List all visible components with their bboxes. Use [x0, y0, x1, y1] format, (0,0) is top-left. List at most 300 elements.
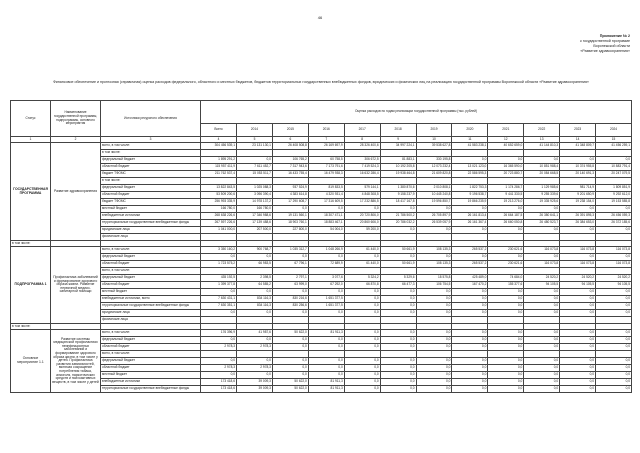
header-year: 2020: [452, 124, 488, 137]
appendix-line: Воронежской области: [593, 44, 630, 48]
funding-value: 0,0: [452, 337, 488, 344]
header-year: 2023: [560, 124, 596, 137]
funding-value: 0,0: [308, 310, 344, 317]
funding-source: всего, в том числе:: [101, 351, 201, 358]
funding-value: [272, 178, 308, 185]
funding-value: 28 326 400,6: [344, 143, 380, 150]
funding-value: 67 796,1: [272, 261, 308, 268]
funding-value: 0,0: [380, 344, 416, 351]
funding-value: 0,0: [272, 310, 308, 317]
column-index: 15: [596, 137, 632, 143]
funding-value: 0,0: [416, 289, 452, 296]
funding-value: 1 035 312,7: [272, 247, 308, 254]
funding-value: 0,0: [596, 330, 632, 337]
funding-value: 12 073 232,4: [416, 164, 452, 171]
funding-value: 265 537,2: [452, 261, 488, 268]
funding-value: 0,0: [201, 310, 237, 317]
funding-value: [596, 317, 632, 324]
funding-value: 0,0: [524, 365, 560, 372]
funding-value: 0,0: [237, 372, 273, 379]
funding-value: 0,0: [272, 372, 308, 379]
column-index: 6: [272, 137, 308, 143]
funding-value: 0,0: [344, 289, 380, 296]
funding-value: 0,0: [560, 365, 596, 372]
funding-value: [488, 234, 524, 241]
funding-value: 24 520,2: [524, 275, 560, 282]
funding-value: 265 537,2: [452, 247, 488, 254]
funding-value: 54 004,0: [308, 227, 344, 234]
funding-value: [596, 150, 632, 157]
funding-value: 22 586 595,3: [452, 171, 488, 178]
funding-value: 0,0: [596, 157, 632, 164]
funding-value: 61 440,0: [344, 261, 380, 268]
funding-value: 0,0: [380, 206, 416, 213]
funding-value: [308, 150, 344, 157]
funding-value: 211 762 537,4: [201, 171, 237, 178]
funding-value: 106 754,5: [416, 282, 452, 289]
funding-source: территориальные государственные внебюджетные фонды: [101, 386, 201, 393]
funding-value: 230 621,6: [488, 261, 524, 268]
funding-value: [488, 351, 524, 358]
column-index: 1: [11, 137, 51, 143]
funding-value: 81 911,3: [308, 330, 344, 337]
funding-value: 0,0: [560, 296, 596, 303]
funding-value: 15 053 511,7: [237, 171, 273, 178]
funding-value: [380, 268, 416, 275]
funding-value: 0,0: [452, 330, 488, 337]
funding-value: 0,0: [237, 289, 273, 296]
funding-value: 0,0: [416, 365, 452, 372]
funding-value: 0,0: [560, 157, 596, 164]
funding-value: 10 445 240,8: [416, 192, 452, 199]
funding-source: областной бюджет: [101, 365, 201, 372]
funding-value: 1 380 870,6: [380, 185, 416, 192]
funding-value: 0,0: [560, 227, 596, 234]
funding-value: 0,0: [596, 227, 632, 234]
funding-value: [452, 268, 488, 275]
funding-value: [560, 268, 596, 275]
funding-value: 21 609 820,8: [416, 171, 452, 178]
funding-value: 9 292 612,0: [596, 192, 632, 199]
funding-value: 116 073,8: [524, 247, 560, 254]
funding-value: 0,0: [344, 344, 380, 351]
funding-value: 0,0: [416, 310, 452, 317]
table-row: [11, 157, 632, 164]
funding-value: 0,0: [308, 254, 344, 261]
funding-value: 1 041 000,0: [201, 227, 237, 234]
funding-value: 0,0: [272, 365, 308, 372]
funding-value: 2 978,3: [237, 365, 273, 372]
funding-value: 108 135,3: [416, 261, 452, 268]
funding-value: 227 800,0: [272, 227, 308, 234]
funding-source: федеральный бюджет: [101, 337, 201, 344]
funding-value: 166 780,0: [237, 206, 273, 213]
funding-value: 0,0: [452, 296, 488, 303]
funding-value: 0,0: [596, 358, 632, 365]
funding-source: областной бюджет: [101, 192, 201, 199]
funding-value: 0,0: [272, 289, 308, 296]
table-row: [11, 372, 632, 379]
funding-value: [344, 178, 380, 185]
funding-value: [380, 234, 416, 241]
funding-value: 19 596 850,7: [416, 199, 452, 206]
funding-value: 64 585,2: [237, 282, 273, 289]
appendix-title: Приложение № 2: [599, 34, 630, 38]
funding-value: [596, 268, 632, 275]
funding-source: внебюджетные источники, всего: [101, 296, 201, 303]
funding-source: внебюджетные источники: [101, 213, 201, 220]
header-status: Статус: [11, 101, 51, 137]
funding-value: 0,0: [344, 254, 380, 261]
funding-value: 0,0: [416, 206, 452, 213]
funding-value: 0,0: [380, 365, 416, 372]
funding-value: 937 524,9: [272, 185, 308, 192]
funding-value: 19 213 276,0: [488, 199, 524, 206]
funding-value: [308, 351, 344, 358]
table-row: [11, 247, 632, 254]
funding-value: [560, 234, 596, 241]
funding-value: 0,0: [344, 337, 380, 344]
header-source: Источники ресурсного обеспечения: [101, 101, 201, 137]
funding-source: федеральный бюджет: [101, 358, 201, 365]
funding-value: [272, 317, 308, 324]
funding-value: 0,0: [308, 337, 344, 344]
table-row: [11, 310, 632, 317]
funding-value: 0,0: [596, 310, 632, 317]
funding-value: 0,0: [416, 330, 452, 337]
funding-value: 67 292,0: [308, 282, 344, 289]
funding-value: 207 500,0: [237, 227, 273, 234]
funding-value: [272, 150, 308, 157]
funding-value: 116 073,8: [596, 261, 632, 268]
funding-value: 0,0: [201, 337, 237, 344]
funding-value: 0,0: [488, 206, 524, 213]
funding-value: 20 720 806,0: [344, 213, 380, 220]
funding-value: 0,0: [272, 358, 308, 365]
funding-value: 0,0: [560, 289, 596, 296]
funding-source: областной бюджет: [101, 164, 201, 171]
funding-value: 14 978 137,2: [237, 199, 273, 206]
funding-value: 0,0: [272, 254, 308, 261]
funding-value: 115 957 411,9: [201, 164, 237, 171]
funding-value: 1 895 291,2: [201, 157, 237, 164]
table-row: [11, 171, 632, 178]
funding-value: 17 139 488,6: [237, 220, 273, 227]
funding-value: 256 993 335,9: [201, 199, 237, 206]
header-year: 2022: [524, 124, 560, 137]
funding-value: 0,0: [452, 289, 488, 296]
table-row: [11, 317, 632, 324]
funding-value: 166 780,0: [201, 206, 237, 213]
funding-value: 0,0: [524, 330, 560, 337]
funding-value: 41 348 809,7: [560, 143, 596, 150]
funding-value: 0,0: [488, 358, 524, 365]
funding-value: 0,0: [416, 296, 452, 303]
funding-value: 26 456 059,3: [596, 213, 632, 220]
funding-value: 0,0: [237, 254, 273, 261]
funding-value: 2 978,3: [201, 365, 237, 372]
funding-value: 26 480 523,7: [524, 220, 560, 227]
funding-value: 0,0: [524, 310, 560, 317]
table-row: [11, 213, 632, 220]
funding-value: 1 651 377,5: [308, 296, 344, 303]
funding-value: [380, 317, 416, 324]
funding-value: 20 140 691,3: [560, 171, 596, 178]
funding-value: 7 630 431,1: [201, 296, 237, 303]
appendix-block: [580, 34, 630, 54]
column-index: 3: [101, 137, 201, 143]
funding-value: 18 903 760,1: [272, 220, 308, 227]
funding-value: 26 391 895,3: [560, 213, 596, 220]
funding-value: 0,0: [452, 303, 488, 310]
funding-source: федеральный бюджет: [101, 157, 201, 164]
funding-value: 94 105,5: [560, 282, 596, 289]
funding-source: всего, в том числе:: [101, 330, 201, 337]
funding-value: 0,0: [488, 157, 524, 164]
table-row: [11, 192, 632, 199]
funding-value: 1 651 377,5: [308, 303, 344, 310]
funding-value: [452, 234, 488, 241]
funding-value: 0,0: [488, 386, 524, 393]
funding-value: 0,0: [344, 372, 380, 379]
funding-value: 0,0: [380, 254, 416, 261]
funding-value: [380, 178, 416, 185]
funding-value: 3 350 160,2: [201, 247, 237, 254]
funding-value: 0,0: [560, 379, 596, 386]
header-year: 2017: [344, 124, 380, 137]
funding-value: 19 866 235,9: [452, 199, 488, 206]
funding-value: 0,0: [560, 372, 596, 379]
funding-value: 1 822 753,3: [452, 185, 488, 192]
funding-value: 20 860 606,0: [344, 220, 380, 227]
block-status: Основное мероприятие 1.1: [11, 330, 51, 393]
funding-value: 0,0: [452, 358, 488, 365]
funding-value: 0,0: [524, 372, 560, 379]
funding-value: [308, 268, 344, 275]
funding-value: 39 009,3: [237, 379, 273, 386]
funding-value: 330 195,8: [416, 157, 452, 164]
funding-source: в том числе:: [101, 150, 201, 157]
funding-value: 0,0: [237, 358, 273, 365]
funding-value: 9 255 339,6: [524, 192, 560, 199]
funding-value: 0,0: [416, 379, 452, 386]
funding-value: 26 372 185,6: [596, 220, 632, 227]
funding-value: 0,0: [380, 289, 416, 296]
funding-value: 0,0: [201, 289, 237, 296]
funding-value: 0,0: [201, 254, 237, 261]
funding-value: 17 316 609,5: [308, 199, 344, 206]
table-row: [11, 234, 632, 241]
table-row: [11, 386, 632, 393]
funding-value: 0,0: [560, 303, 596, 310]
funding-value: 20 786 032,2: [380, 220, 416, 227]
funding-value: 3 096 390,4: [237, 192, 273, 199]
funding-value: [237, 351, 273, 358]
funding-value: 19 335 925,6: [524, 199, 560, 206]
header-year: 2019: [416, 124, 452, 137]
appendix-line: «Развитие здравоохранения»: [580, 49, 630, 53]
funding-source: всего, в том числе:: [101, 247, 201, 254]
funding-value: 0,0: [308, 365, 344, 372]
funding-value: [201, 234, 237, 241]
funding-value: [524, 317, 560, 324]
funding-value: 0,0: [488, 372, 524, 379]
funding-source: бюджет ТФОМС: [101, 199, 201, 206]
funding-value: [344, 234, 380, 241]
funding-value: [272, 351, 308, 358]
funding-value: 304 456 539,1: [201, 143, 237, 150]
funding-value: 4 320 931,4: [308, 192, 344, 199]
funding-value: 0,0: [524, 379, 560, 386]
funding-value: [416, 317, 452, 324]
funding-value: 7 317 943,6: [272, 164, 308, 171]
funding-value: [344, 317, 380, 324]
funding-value: [237, 150, 273, 157]
funding-value: 26 660 050,8: [488, 220, 524, 227]
funding-value: 7 173 791,6: [308, 164, 344, 171]
funding-value: 18 417 167,8: [380, 199, 416, 206]
funding-value: 94 105,5: [596, 282, 632, 289]
funding-value: 0,0: [488, 330, 524, 337]
funding-value: 59 200,0: [344, 227, 380, 234]
funding-value: 176 396,9: [201, 330, 237, 337]
table-row: [11, 296, 632, 303]
funding-source: бюджет ТФОМС: [101, 171, 201, 178]
column-index: 5: [237, 137, 273, 143]
funding-value: 0,0: [308, 289, 344, 296]
funding-value: 0,0: [452, 254, 488, 261]
funding-value: 0,0: [596, 379, 632, 386]
table-row: [11, 289, 632, 296]
funding-value: 9 441 330,5: [488, 192, 524, 199]
funding-value: 2 978,3: [201, 344, 237, 351]
funding-value: 116 073,8: [596, 247, 632, 254]
column-index: 12: [488, 137, 524, 143]
funding-value: 81 911,3: [308, 386, 344, 393]
funding-value: 0,0: [344, 358, 380, 365]
funding-value: [308, 317, 344, 324]
funding-value: 425 489,0: [452, 275, 488, 282]
funding-value: [488, 317, 524, 324]
appendix-line: к государственной программе: [580, 39, 630, 43]
table-row: [11, 379, 632, 386]
table-row: [11, 358, 632, 365]
funding-value: [308, 234, 344, 241]
table-row: [11, 275, 632, 282]
funding-value: 20 084 668,5: [524, 171, 560, 178]
funding-value: 50 622,0: [272, 386, 308, 393]
table-row: [11, 185, 632, 192]
funding-value: 116 073,8: [560, 261, 596, 268]
funding-value: 0,0: [380, 337, 416, 344]
funding-value: 0,0: [524, 386, 560, 393]
funding-value: 0,0: [344, 330, 380, 337]
funding-value: 108 135,3: [416, 247, 452, 254]
funding-value: 116 073,8: [560, 247, 596, 254]
funding-value: 26 169 697,9: [308, 143, 344, 150]
funding-value: 0,0: [272, 206, 308, 213]
funding-value: 10 192 205,8: [380, 164, 416, 171]
funding-value: 0,0: [488, 254, 524, 261]
column-index: 7: [308, 137, 344, 143]
funding-value: 435 192,5: [201, 275, 237, 282]
funding-value: [560, 178, 596, 185]
funding-value: [596, 178, 632, 185]
funding-value: 20 723 880,7: [488, 171, 524, 178]
funding-value: [560, 317, 596, 324]
funding-value: 16 365 590,0: [488, 164, 524, 171]
funding-value: 0,0: [560, 358, 596, 365]
funding-value: [416, 178, 452, 185]
funding-value: 0,0: [524, 303, 560, 310]
funding-value: 74 684,0: [488, 275, 524, 282]
funding-source: местный бюджет: [101, 289, 201, 296]
funding-value: 18 883 467,1: [308, 220, 344, 227]
funding-value: 17 346 988,6: [237, 213, 273, 220]
funding-value: [237, 234, 273, 241]
funding-value: 0,0: [596, 344, 632, 351]
funding-value: 60 758,5: [308, 157, 344, 164]
funding-value: 0,0: [380, 303, 416, 310]
funding-value: 0,0: [488, 289, 524, 296]
funding-source: в том числе:: [101, 178, 201, 185]
header-year: 2015: [272, 124, 308, 137]
funding-value: 0,0: [308, 206, 344, 213]
funding-value: 0,0: [560, 344, 596, 351]
block-status: ПОДПРОГРАММА 1: [11, 247, 51, 324]
table-row: [11, 164, 632, 171]
funding-value: 16 632 286,4: [344, 171, 380, 178]
table-row: [11, 227, 632, 234]
page-number: 46: [317, 15, 323, 20]
funding-value: 0,0: [596, 365, 632, 372]
funding-value: 106 765,2: [272, 157, 308, 164]
funding-source: территориальные государственные внебюджетные фонды: [101, 220, 201, 227]
table-row: [11, 351, 632, 358]
funding-value: 26 539 057,9: [416, 220, 452, 227]
funding-value: 10 851 988,4: [524, 164, 560, 171]
funding-value: 0,0: [452, 227, 488, 234]
document-title: Финансовое обеспечение и прогнозная (справочная) оценка расходов федерального, областного и местных бюджетов, бюджетов территориальных государственных внебюджетных фондов, юридических и физических лиц на реализацию государственной программы Воронежской области «Развитие здравоохранения»: [53, 80, 589, 84]
funding-value: [524, 178, 560, 185]
funding-value: 5 329,6: [380, 275, 416, 282]
funding-value: 40 652 659,0: [488, 143, 524, 150]
header-year: 2014: [237, 124, 273, 137]
funding-value: 4 848 308,5: [344, 192, 380, 199]
funding-value: [201, 150, 237, 157]
funding-value: 63 999,0: [272, 282, 308, 289]
funding-value: 9 196 538,7: [452, 192, 488, 199]
funding-value: 0,0: [201, 358, 237, 365]
funding-value: 39 538 627,8: [416, 143, 452, 150]
funding-value: 66 870,8: [344, 282, 380, 289]
funding-value: 50 661,9: [380, 247, 416, 254]
funding-value: 18 575,8: [416, 275, 452, 282]
funding-value: 7 419 524,3: [344, 164, 380, 171]
funding-value: 0,0: [452, 157, 488, 164]
funding-value: 173 418,6: [201, 379, 237, 386]
funding-value: 2 010 808,1: [416, 185, 452, 192]
funding-value: 3 077,6: [308, 275, 344, 282]
funding-value: [452, 351, 488, 358]
funding-value: 0,0: [596, 206, 632, 213]
funding-value: 17 290 608,7: [272, 199, 308, 206]
funding-value: 0,0: [308, 344, 344, 351]
funding-value: [524, 268, 560, 275]
funding-value: 0,0: [344, 303, 380, 310]
funding-value: 0,0: [524, 254, 560, 261]
funding-value: 0,0: [308, 372, 344, 379]
